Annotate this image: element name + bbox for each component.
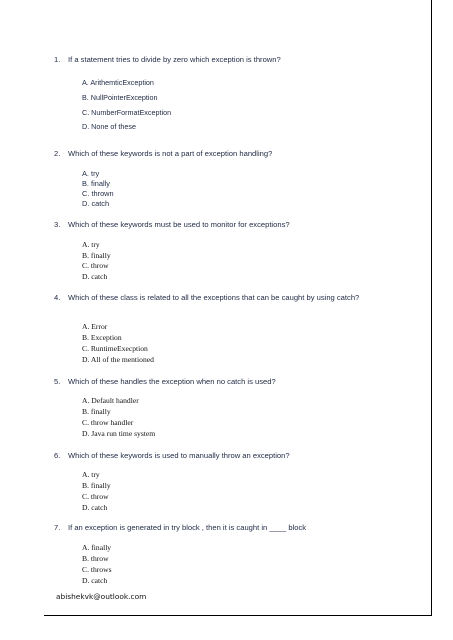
question-text: Which of these keywords is used to manually throw an exception? [68,451,290,460]
option-5a: A. Default handler [82,396,139,405]
question-text: If an exception is generated in try block , then it is caught in ____ block [68,523,307,532]
option-5c: C. throw handler [82,418,134,427]
question-6 [54,451,398,461]
option-5b: B. finally [82,407,111,416]
option-7d: D. catch [82,576,108,585]
option-1b: B. NullPointerException [82,93,158,102]
option-6d: D. catch [82,503,108,512]
option-2d: D. catch [82,199,110,208]
question-text: Which of these handles the exception when no catch is used? [68,377,276,386]
question-number: 4. [54,293,61,302]
option-3d: D. catch [82,271,108,281]
option-6c: C. throw [82,492,109,501]
option-2c: C. thrown [82,189,114,198]
option-7b: B. throw [82,554,109,563]
question-5 [54,377,398,387]
question-number: 1. [54,55,61,64]
option-4d: D. All of the mentioned [82,355,154,364]
option-4b: B. Exception [82,333,122,342]
question-number: 7. [54,523,61,532]
question-1 [54,55,398,65]
option-6b: B. finally [82,481,111,490]
option-7a: A. finally [82,543,112,552]
question-4 [54,293,388,303]
option-3b: B. finally [82,250,111,260]
option-1d: D. None of these [82,122,136,131]
question-7 [54,523,398,533]
option-4c: C. RuntimeExecption [82,344,148,353]
question-number: 5. [54,377,61,386]
option-3a: A. try [82,240,100,249]
question-text: Which of these keywords is not a part of exception handling? [68,149,273,158]
option-1a: A. ArithemticException [82,78,154,87]
option-5d: D. Java run time system [82,429,156,438]
question-number: 2. [54,149,61,158]
footer-email: abishekvk@outlook.com [56,592,147,601]
question-text: Which of these keywords must be used to monitor for exceptions? [68,220,290,229]
question-number: 6. [54,451,61,460]
question-text: Which of these class is related to all the exceptions that can be caught by using catch? [68,293,360,302]
option-3c: C. throw [82,261,109,270]
option-2b: B. finally [82,179,110,188]
question-2 [54,149,398,159]
option-1c: C. NumberFormatException [82,108,172,117]
option-2a: A. try [82,169,100,178]
option-4a: A. Error [82,322,108,331]
option-6a: A. try [82,470,100,479]
question-number: 3. [54,220,61,229]
question-text: If a statement tries to divide by zero which exception is thrown? [68,55,281,64]
option-7c: C. throws [82,565,112,574]
question-3 [54,220,398,230]
